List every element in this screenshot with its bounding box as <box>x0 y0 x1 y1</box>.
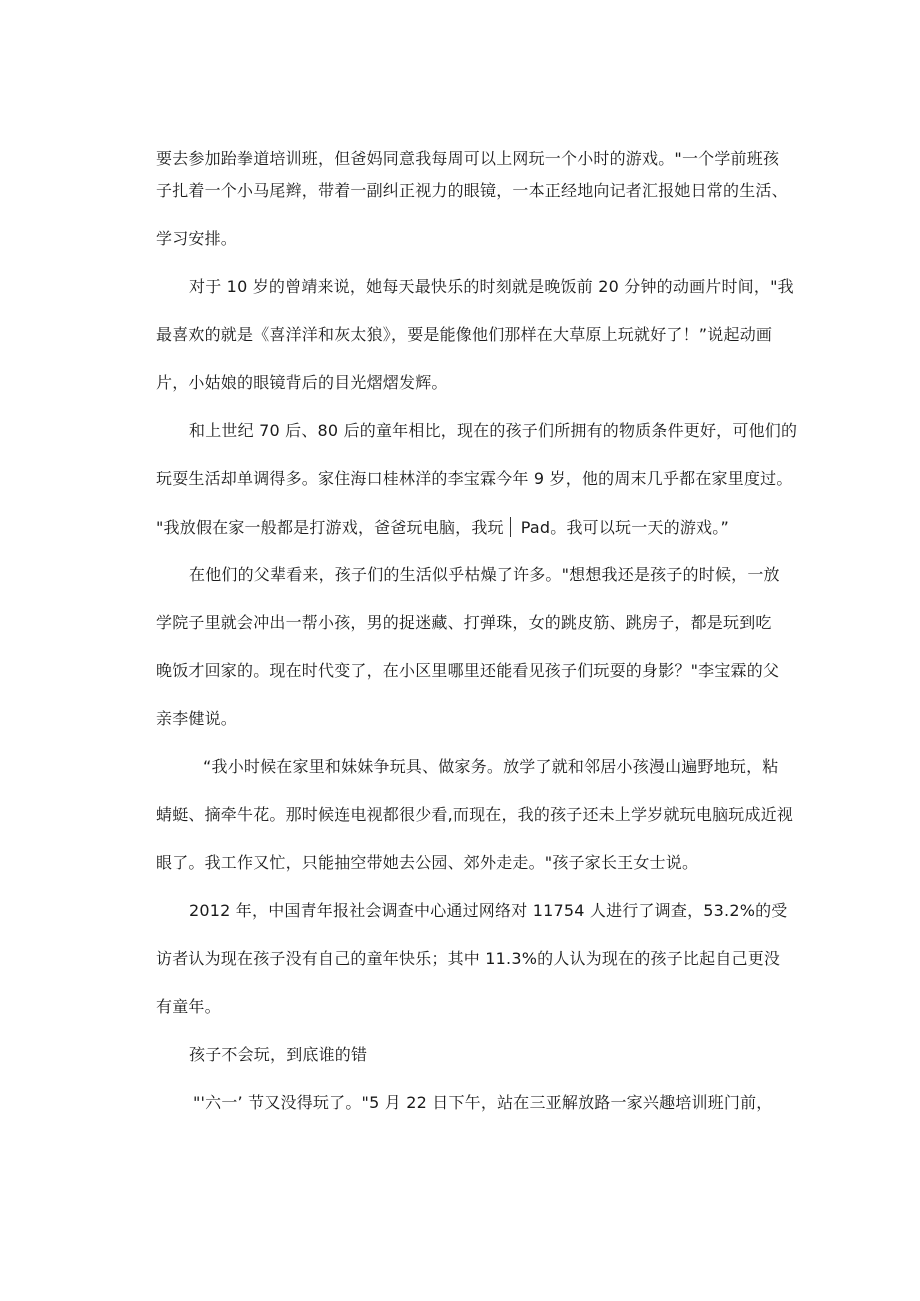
paragraph-line-10: 在他们的父辈看来，孩子们的生活似乎枯燥了许多。"想想我还是孩子的时候，一放 <box>189 565 780 584</box>
section-heading: 孩子不会玩，到底谁的错 <box>189 1045 368 1064</box>
paragraph-line-5: 最喜欢的就是《喜洋洋和灰太狼》，要是能像他们那样在大草原上玩就好了！”说起动画 <box>156 325 773 344</box>
paragraph-line-2: 子扎着一个小马尾辫，带着一副纠正视力的眼镜，一本正经地向记者汇报她日常的生活、 <box>156 181 788 200</box>
paragraph-line-3: 学习安排。 <box>156 229 238 248</box>
paragraph-line-9 <box>156 517 729 538</box>
paragraph-line-12: 晚饭才回家的。现在时代变了，在小区里哪里还能看见孩子们玩耍的身影？"李宝霖的父 <box>156 661 780 680</box>
paragraph-line-4: 对于 10 岁的曾靖来说，她每天最快乐的时刻就是晚饭前 20 分钟的动画片时间，"我 <box>189 277 794 296</box>
paragraph-line-19: 有童年。 <box>156 997 221 1016</box>
paragraph-line-11: 学院子里就会冲出一帮小孩，男的捉迷藏、打弹珠，女的跳皮筋、跳房子，都是玩到吃 <box>156 613 772 632</box>
paragraph-line-16: 眼了。我工作又忙，只能抽空带她去公园、郊外走走。"孩子家长王女士说。 <box>156 853 699 872</box>
paragraph-line-20: "'六一’ 节又没得玩了。"5 月 22 日下午，站在三亚解放路一家兴趣培训班门前， <box>193 1093 773 1112</box>
paragraph-line-14: “我小时候在家里和妹妹争玩具、做家务。放学了就和邻居小孩漫山遍野地玩，粘 <box>203 757 779 776</box>
text-cursor-icon <box>510 517 511 537</box>
quote-part-1: "我放假在家一般都是打游戏，爸爸玩电脑，我玩 <box>156 518 504 537</box>
paragraph-line-1: 要去参加跆拳道培训班，但爸妈同意我每周可以上网玩一个小时的游戏。"一个学前班孩 <box>156 149 780 168</box>
quote-part-2: Pad。我可以玩一天的游戏。” <box>520 518 729 537</box>
paragraph-line-17: 2012 年，中国青年报社会调查中心通过网络对 11754 人进行了调查，53.2%的受 <box>189 901 788 920</box>
paragraph-line-18: 访者认为现在孩子没有自己的童年快乐；其中 11.3%的人认为现在的孩子比起自己更没 <box>156 949 781 968</box>
paragraph-line-6: 片，小姑娘的眼镜背后的目光熠熠发辉。 <box>156 373 448 392</box>
paragraph-line-8: 玩耍生活却单调得多。家住海口桂林洋的李宝霖今年 9 岁，他的周末几乎都在家里度过。 <box>156 469 793 488</box>
paragraph-line-7: 和上世纪 70 后、80 后的童年相比，现在的孩子们所拥有的物质条件更好，可他们的 <box>189 421 798 440</box>
paragraph-line-15: 蜻蜓、摘牵牛花。那时候连电视都很少看,而现在，我的孩子还未上学岁就玩电脑玩成近视 <box>156 805 794 824</box>
paragraph-line-13: 亲李健说。 <box>156 709 238 728</box>
